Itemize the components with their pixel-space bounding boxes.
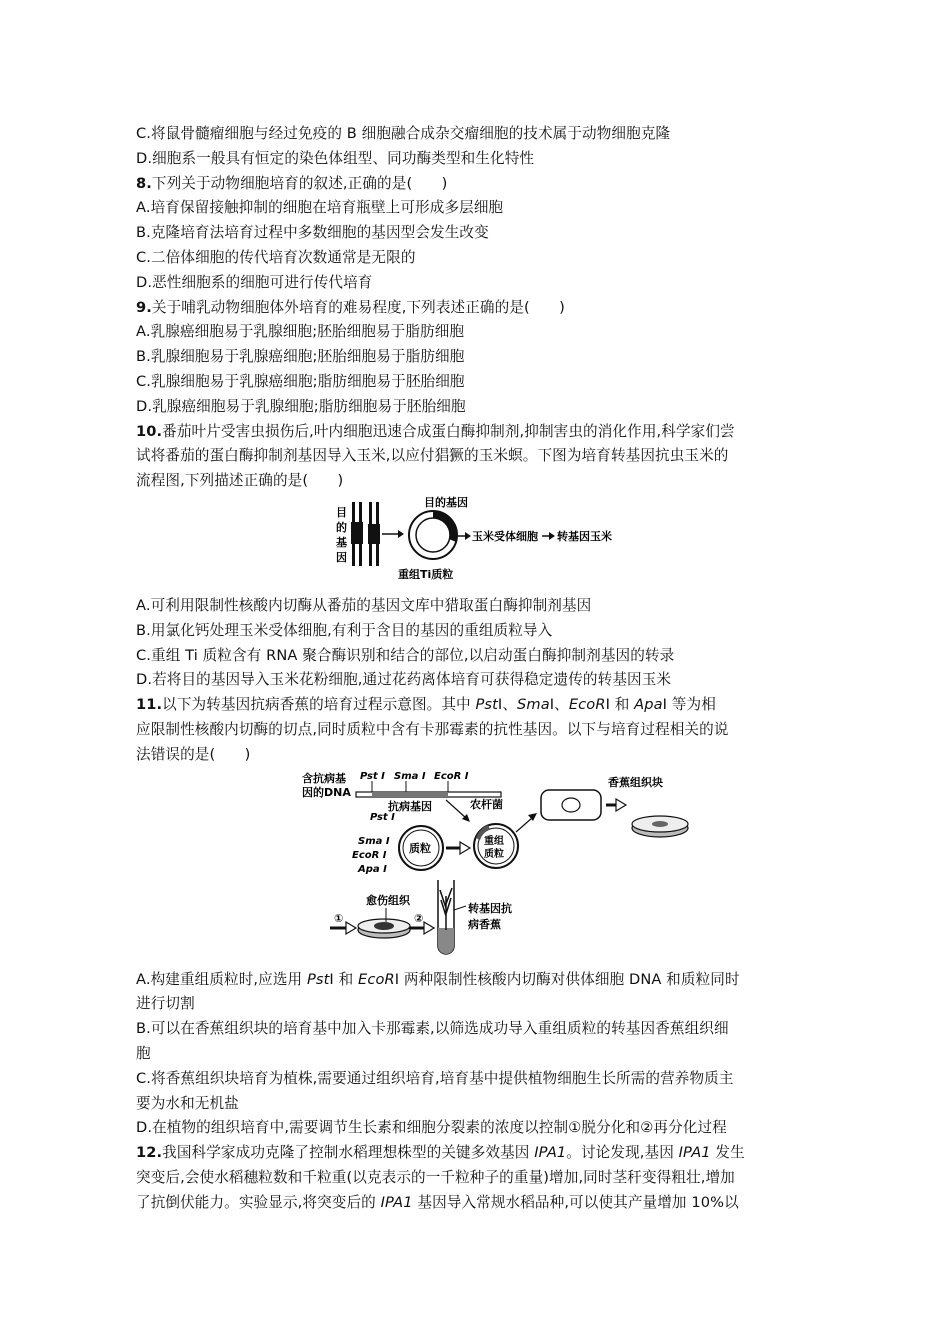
- question-text: 法错误的是( ): [136, 745, 251, 763]
- roman-numeral: Ⅰ: [605, 696, 610, 714]
- question-text: 应限制性核酸内切酶的切点,同时质粒中含有卡那霉素的抗性基因。以下与培育过程相关的说: [136, 720, 729, 738]
- option-line: C.重组 Ti 质粒含有 RNA 聚合酶识别和结合的部位,以启动蛋白酶抑制剂基因的转录: [136, 646, 675, 664]
- option-line: C.二倍体细胞的传代培育次数通常是无限的: [136, 248, 416, 266]
- option-line: D.细胞系一般具有恒定的染色体组型、同功酶类型和生化特性: [136, 149, 535, 167]
- plasmid-enzyme-label: Sma Ⅰ: [358, 835, 390, 847]
- arrow-head: [346, 922, 356, 934]
- option-line: 进行切割: [136, 995, 195, 1013]
- option-line: B.用氯化钙处理玉米受体细胞,有利于含目的基因的重组质粒导入: [136, 621, 553, 639]
- recombinant-label: 质粒: [484, 848, 504, 860]
- enzyme-name: EcoR: [358, 970, 395, 988]
- callus-label: 愈伤组织: [366, 893, 410, 907]
- question-text: 下列关于动物细胞培育的叙述,正确的是( ): [151, 174, 448, 192]
- question-12-stem: [136, 1141, 816, 1166]
- option-line: A.乳腺癌细胞易于乳腺细胞;胚胎细胞易于脂肪细胞: [136, 323, 465, 341]
- option-line: D.乳腺癌细胞易于乳腺细胞;脂肪细胞易于胚胎细胞: [136, 397, 466, 415]
- banana-tissue-label: 香蕉组织块: [608, 775, 663, 789]
- question-number: 11.: [136, 696, 163, 714]
- roman-numeral: Ⅰ: [329, 970, 334, 988]
- separator: 、: [554, 696, 569, 714]
- gene-name: IPA1: [380, 1193, 413, 1211]
- gene-name: IPA1: [534, 1144, 567, 1162]
- option-line: C.将香蕉组织块培育为植株,需要通过组织培育,培育基中提供植物细胞生长所需的营养物质主: [136, 1069, 734, 1087]
- callus-mass: [374, 922, 394, 930]
- question-number: 10.: [136, 422, 163, 440]
- agrobacterium-label: 农杆菌: [470, 797, 503, 811]
- option-line: [136, 968, 816, 993]
- option-line: D.在植物的组织培育中,需要调节生长素和细胞分裂素的浓度以控制①脱分化和②再分化过程: [136, 1119, 727, 1137]
- plasmid-label: 质粒: [409, 841, 431, 855]
- question-text: 我国科学家成功克隆了控制水稻理想株型的关键多效基因: [162, 1144, 535, 1162]
- roman-numeral: Ⅰ: [497, 696, 503, 714]
- enzyme-name: Pst: [475, 696, 498, 714]
- step-2-marker: ②: [414, 911, 424, 925]
- question-text-part: 了抗倒伏能力。实验显示,将突变后的: [136, 1193, 381, 1211]
- arrow-head: [424, 922, 434, 934]
- conjunction: 和: [609, 696, 635, 714]
- transgenic-banana-label: 转基因抗: [468, 901, 512, 915]
- receptor-cell-label: 玉米受体细胞: [472, 529, 538, 543]
- option-line: C.将鼠骨髓瘤细胞与经过免疫的 B 细胞融合成杂交瘤细胞的技术属于动物细胞克隆: [136, 125, 671, 142]
- question-10-stem: [136, 420, 816, 445]
- vertical-label-char: 基: [336, 535, 347, 549]
- transgenic-banana-label: 病香蕉: [468, 917, 501, 931]
- question-text: 番茄叶片受害虫损伤后,叶内细胞迅速合成蛋白酶抑制剂,抑制害虫的消化作用,科学家们尝: [162, 422, 735, 440]
- resistance-gene-label: 抗病基因: [388, 799, 432, 813]
- step-1-marker: ①: [334, 911, 344, 925]
- option-line: B.可以在香蕉组织块的培育基中加入卡那霉素,以筛选成功导入重组质粒的转基因香蕉组织细: [136, 1020, 729, 1038]
- option-line: 要为水和无机盐: [136, 1094, 239, 1112]
- question-text: 以下为转基因抗病香蕉的培育过程示意图。其中: [162, 696, 476, 714]
- enzyme-label: Sma Ⅰ: [394, 770, 426, 782]
- question-text: 发生: [710, 1144, 745, 1162]
- option-line: A.可利用限制性核酸内切酶从番茄的基因文库中猎取蛋白酶抑制剂基因: [136, 596, 592, 614]
- option-line: C.乳腺细胞易于乳腺癌细胞;脂肪细胞易于胚胎细胞: [136, 372, 465, 390]
- gene-name: IPA1: [678, 1144, 711, 1162]
- separator: 、: [502, 696, 518, 714]
- arrow-head: [398, 530, 404, 538]
- question-text-part: 基因导入常规水稻品种,可以使其产量增加 10%以: [412, 1193, 739, 1211]
- flowchart-diagram: [136, 494, 816, 594]
- option-line: A.培育保留接触抑制的细胞在培育瓶壁上可形成多层细胞: [136, 199, 504, 217]
- enzyme-name: Pst: [306, 970, 330, 988]
- option-line: B.乳腺细胞易于乳腺癌细胞;胚胎细胞易于脂肪细胞: [136, 348, 465, 366]
- result-label: 转基因玉米: [557, 529, 612, 543]
- question-text: 关于哺乳动物细胞体外培育的难易程度,下列表述正确的是( ): [151, 298, 565, 316]
- question-number: 12.: [136, 1144, 163, 1162]
- plasmid-enzyme-label: Pst Ⅰ: [370, 811, 395, 823]
- option-text: A.构建重组质粒时,应选用: [136, 970, 307, 988]
- transgenic-banana-figure: [136, 768, 816, 968]
- vertical-label-char: 目: [336, 505, 347, 519]
- question-text: 突变后,会使水稻穗粒数和千粒重(以克表示的一千粒种子的重量)增加,同时茎秆变得粗壮,增加: [136, 1168, 735, 1186]
- roman-numeral: Ⅰ: [394, 970, 400, 988]
- recombinant-label: 重组: [484, 835, 504, 847]
- question-9-stem: [136, 296, 816, 321]
- roman-numeral: Ⅰ: [549, 696, 555, 714]
- tissue-piece: [652, 821, 668, 827]
- arrow-head: [465, 532, 471, 540]
- process-diagram: [136, 768, 816, 968]
- question-number: 8.: [136, 174, 152, 192]
- option-line: B.克隆培育法培育过程中多数细胞的基因型会发生改变: [136, 224, 489, 242]
- vertical-label-char: 的: [336, 520, 347, 534]
- gene-segment: [368, 524, 380, 544]
- gene-segment: [351, 522, 363, 544]
- enzyme-name: Apa: [634, 696, 663, 714]
- arrow: [516, 818, 532, 832]
- vertical-label-char: 因: [336, 550, 347, 564]
- arrow: [446, 800, 466, 818]
- dna-label: 因的DNA: [302, 785, 351, 799]
- target-gene-arc: [433, 511, 457, 542]
- question-11-stem: [136, 693, 816, 718]
- arrow-head: [460, 842, 470, 854]
- target-gene-label: 目的基因: [424, 495, 468, 509]
- pointer-line: [454, 906, 466, 910]
- plasmid-label: 重组Ti质粒: [398, 567, 454, 581]
- enzyme-label: Pst Ⅰ: [360, 770, 385, 782]
- question-text: 等为相: [667, 696, 716, 714]
- arrow-head: [616, 799, 626, 811]
- question-text: 试将番茄的蛋白酶抑制剂基因导入玉米,以应付猖獗的玉米螟。下图为培育转基因抗虫玉米的: [136, 447, 729, 465]
- option-line: D.若将目的基因导入玉米花粉细胞,通过花药离体培育可获得稳定遗传的转基因玉米: [136, 671, 672, 689]
- option-line: 胞: [136, 1044, 151, 1062]
- plasmid-enzyme-label: Apa Ⅰ: [358, 863, 387, 875]
- dna-label: 含抗病基: [302, 771, 346, 785]
- question-text: 流程图,下列描述正确的是( ): [136, 472, 344, 490]
- question-text: [136, 1191, 816, 1216]
- document-page: [136, 122, 816, 1216]
- enzyme-name: EcoR: [568, 696, 606, 714]
- enzyme-label: EcoR Ⅰ: [434, 770, 469, 782]
- option-line: D.恶性细胞系的细胞可进行传代培育: [136, 273, 373, 291]
- conjunction: 和: [333, 970, 358, 988]
- roman-numeral: Ⅰ: [662, 696, 668, 714]
- enzyme-name: Sma: [517, 696, 550, 714]
- plasmid-enzyme-label: EcoR Ⅰ: [352, 849, 387, 861]
- arrow-head: [549, 532, 555, 540]
- question-text: 。讨论发现,基因: [566, 1144, 679, 1162]
- transgenic-corn-figure: [136, 494, 816, 594]
- test-tube-medium: [438, 928, 454, 954]
- question-number: 9.: [136, 298, 152, 316]
- resistance-gene-segment: [372, 792, 448, 797]
- agrobacterium-cell: [541, 790, 601, 820]
- question-8-stem: [136, 172, 816, 197]
- option-text: 两种限制性核酸内切酶对供体细胞 DNA 和质粒同时: [399, 970, 740, 988]
